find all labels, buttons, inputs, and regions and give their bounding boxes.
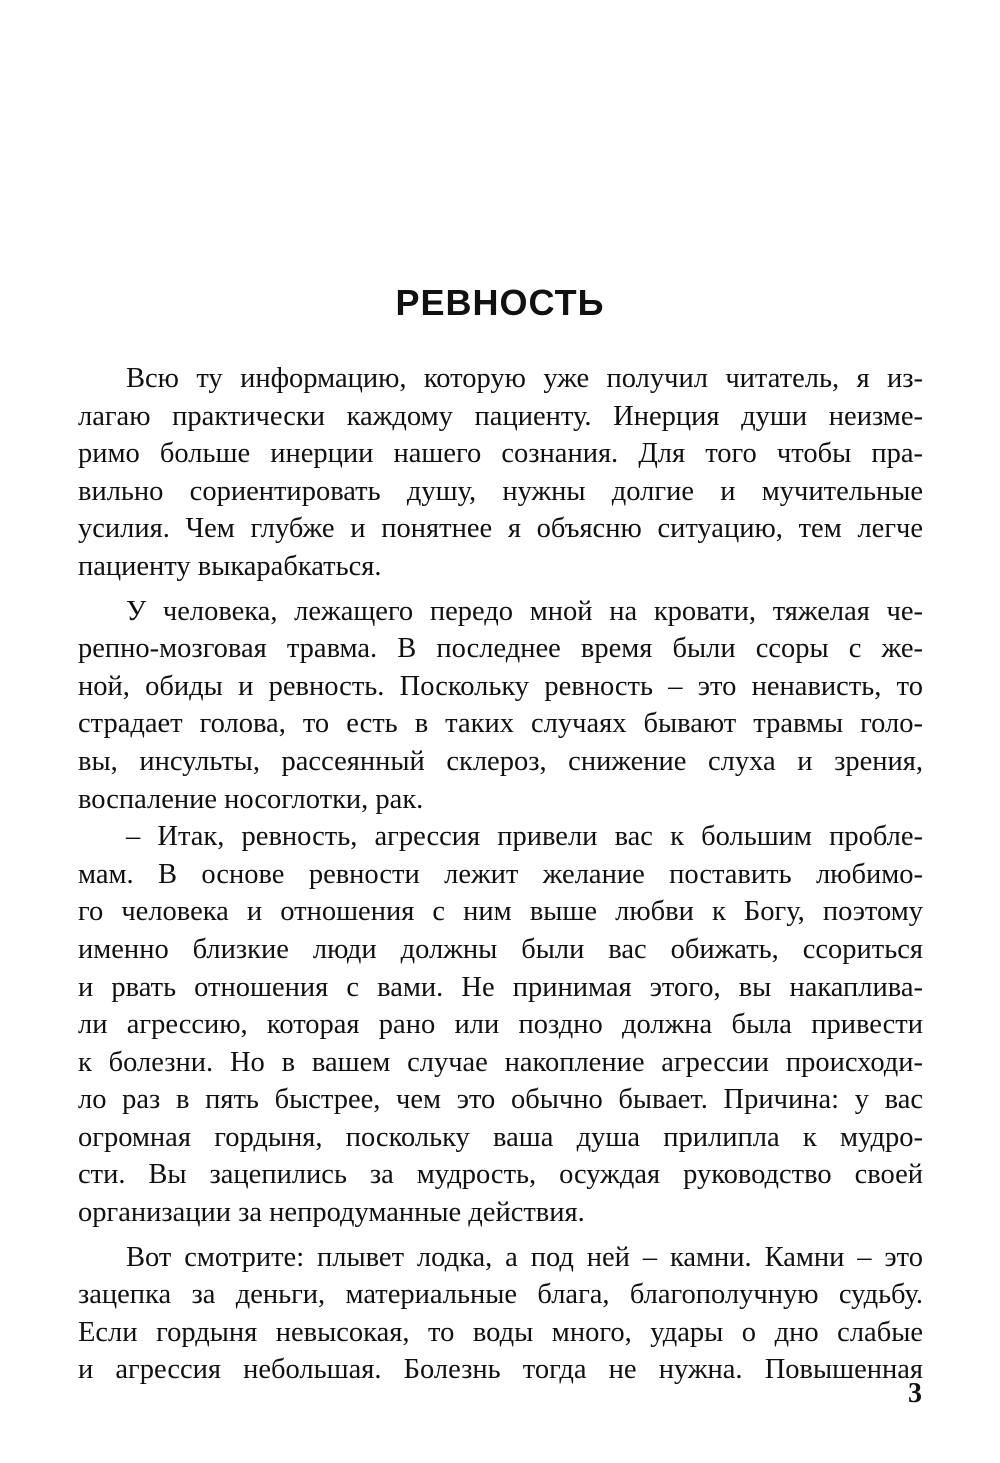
text-line: сти. Вы зацепились за мудрость, осуждая руководство своей [78, 1159, 923, 1191]
text-line: зацепка за деньги, материальные блага, благополучную судьбу. [78, 1279, 923, 1311]
body-text [78, 360, 923, 1389]
text-line: вильно сориентировать душу, нужны долгие и мучительные [78, 475, 923, 507]
text-line: – Итак, ревность, агрессия привели вас к большим пробле- [126, 821, 923, 853]
text-line: мам. В основе ревности лежит желание поставить любимо- [78, 858, 923, 890]
paragraph-1 [78, 360, 923, 586]
text-line: вы, инсульты, рассеянный склероз, снижение слуха и зрения, [78, 745, 923, 777]
text-line: воспаление носоглотки, рак. [78, 783, 424, 815]
text-line: Если гордыня невысокая, то воды много, удары о дно слабые [78, 1316, 923, 1348]
text-line: страдает голова, то есть в таких случаях бывают травмы голо- [78, 708, 923, 740]
text-line: огромная гордыня, поскольку ваша душа прилипла к мудро- [78, 1121, 923, 1153]
text-line: Всю ту информацию, которую уже получил читатель, я из- [126, 363, 923, 394]
text-line: У человека, лежащего передо мной на кровати, тяжелая че- [126, 595, 923, 627]
text-line: ло раз в пять быстрее, чем это обычно бывает. Причина: у вас [78, 1084, 923, 1116]
text-line: и рвать отношения с вами. Не принимая этого, вы накаплива- [78, 971, 923, 1003]
text-line: именно близкие люди должны были вас обижать, ссориться [78, 933, 923, 965]
text-line: Вот смотрите: плывет лодка, а под ней – камни. Камни – это [126, 1241, 923, 1273]
text-line: организации за непродуманные действия. [78, 1197, 585, 1229]
paragraph-4 [78, 1239, 923, 1389]
chapter-title: РЕВНОСТЬ [395, 282, 605, 323]
text-line: лагаю практически каждому пациенту. Инерция души неизме- [78, 400, 923, 432]
text-line: к болезни. Но в вашем случае накопление агрессии происходи- [78, 1046, 923, 1078]
text-line: и агрессия небольшая. Болезнь тогда не нужна. Повышенная [78, 1354, 923, 1386]
text-line: ли агрессию, которая рано или поздно должна была привести [78, 1009, 923, 1041]
paragraph-2 [78, 593, 923, 819]
paragraph-3 [78, 818, 923, 1232]
text-line: римо больше инерции нашего сознания. Для того чтобы пра- [78, 438, 923, 470]
page-number: 3 [908, 1378, 922, 1409]
text-line: го человека и отношения с ним выше любви к Богу, поэтому [78, 896, 923, 928]
text-line: репно-мозговая травма. В последнее время были ссоры с же- [78, 633, 923, 665]
text-line: ной, обиды и ревность. Поскольку ревность – это ненависть, то [78, 670, 923, 702]
text-line: пациенту выкарабкаться. [78, 550, 382, 582]
text-line: усилия. Чем глубже и понятнее я объясню ситуацию, тем легче [78, 513, 923, 545]
